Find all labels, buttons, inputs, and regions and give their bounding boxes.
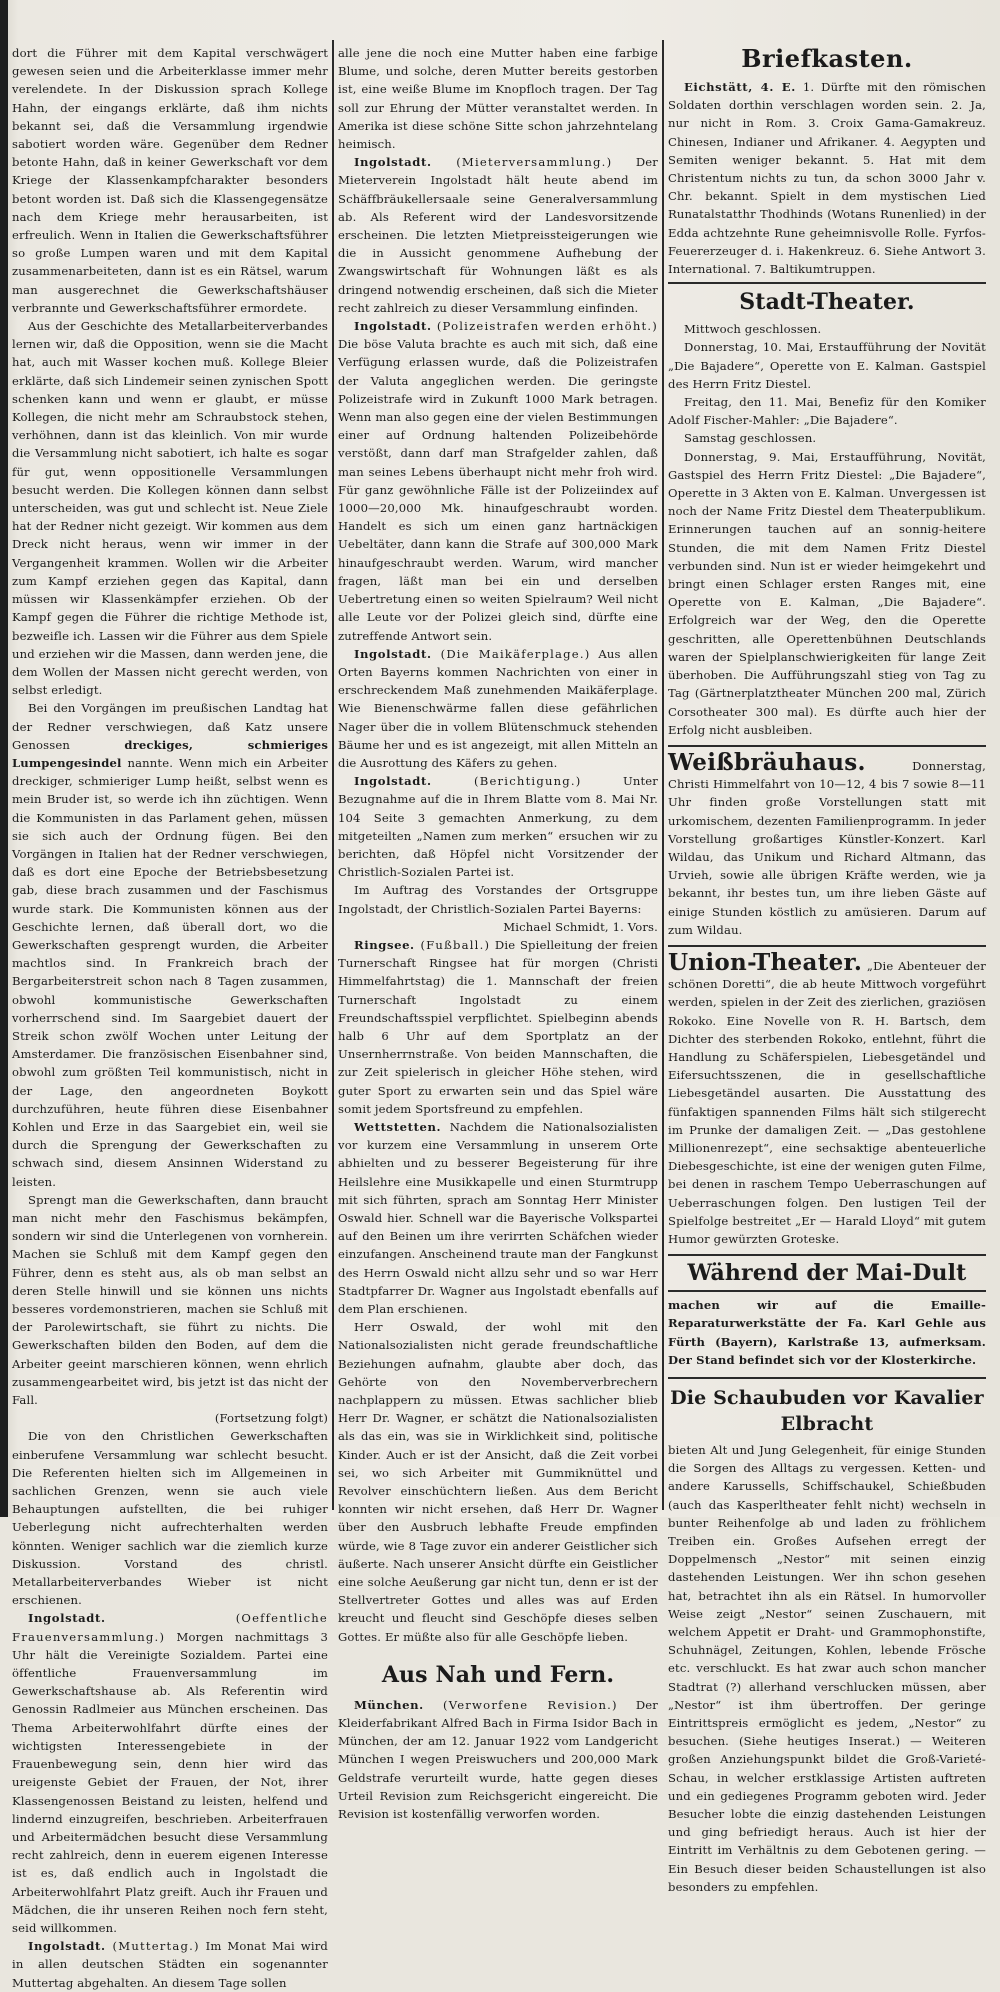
paragraph: Bei den Vorgängen im preußischen Landtag hat der Redner verschwiegen, daß Katz unsere Genossen dreckiges, schmieriges Lumpengesindel nannte. Wenn mich ein Arbeiter dreckiger, schmieriger Lump heißt, selbst wenn es mein Bruder ist, so werde ich ihn züchtigen. Wenn die Kommunisten in das Parlament gehen, müssen sie sich auch der Ordnung fügen. Bei den Vorgängen in Italien hat der Redner verschwiegen, daß es dort eine Epoche der Betriebsbesetzung gab, diese brach zusammen und der Faschismus wurde stark. Die Kommunisten können aus der Geschichte lernen, daß überall dort, wo die Gewerkschaften gesprengt wurden, die Arbeiter machtlos sind. In Frankreich brach der Bergarbeiterstreit schon nach 8 Tagen zusammen, obwohl kommunistische Gewerkschaften vorherrschend sind. Im Saargebiet dauert der Streik schon zwölf Wochen unter Leitung der Amsterdamer. Die französischen Eisenbahner sind, obwohl zum größten Teil kommunistisch, nicht in der Lage, den angeordneten Boykott durchzuführen, heute führen diese Eisenbahner Kohlen und Erze in das Saargebiet ein, weil sie durch die Sprengung der Gewerkschaften zu schwach sind, diesem Ansinnen Widerstand zu leisten. bbox=[12, 701, 328, 1189]
column-2 bbox=[338, 44, 658, 1822]
ad-title: Union-Theater. bbox=[668, 948, 863, 976]
article-ingolstadt-frauenversammlung: Ingolstadt. (Oeffentliche Frauenversammlung.) Morgen nachmittags 3 Uhr hält die Vereinigte Sozialdem. Partei eine öffentliche Frauenversammlung im Gewerkschaftshause ab. Als Referentin wird Genossin Radlmeier aus München erscheinen. Das Thema Arbeiterwohlfahrt dürfte eines der wichtigsten Interessengebiete in der Frauenbewegung sein, denn hier wird das ureigenste Gebiet der Frauen, der Not, ihrer Klassengenossen Beistand zu leisten, helfend und lindernd einzugreifen, beschrieben. Arbeiterfrauen und Arbeitermädchen besucht diese Versammlung recht zahlreich, denn in euerem eigenen Interesse ist es, daß endlich auch in Ingolstadt die Arbeiterwohlfahrt Platz greift. Auch ihr Frauen und Mädchen, die ihr unseren Reihen noch fern steht, seid willkommen. bbox=[12, 1611, 328, 1935]
column-3 bbox=[668, 44, 986, 1894]
article-berichtigung: Ingolstadt. (Berichtigung.) Unter Bezugnahme auf die in Ihrem Blatte vom 8. Mai Nr. 104 Seite 3 gemachten Anmerkung, zu dem mitgeteilten „Namen zum merken“ ersuchen wir zu berichten, daß Höpfel nicht Vorsitzender der Christlich-Sozialen Partei ist. bbox=[338, 774, 658, 880]
article-ringsee: Ringsee. (Fußball.) Die Spielleitung der freien Turnerschaft Ringsee hat für morgen (Christi Himmelfahrtstag) die 1. Mannschaft der freien Turnerschaft Ingolstadt zu einem Freundschaftsspiel verpflichtet. Spielbeginn abends halb 6 Uhr auf dem Sportplatz an der Unsernherrnstraße. Von beiden Mannschaften, die zur Zeit spielerisch in gleicher Höhe stehen, wird guter Sport zu erwarten sein und das Spiel wäre somit jedem Sportsfreund zu empfehlen. bbox=[338, 937, 658, 1116]
dateline: Wettstetten. bbox=[354, 1119, 442, 1134]
dateline: Ingolstadt. bbox=[354, 646, 432, 661]
paragraph: alle jene die noch eine Mutter haben eine farbige Blume, und solche, deren Mutter bereits gestorben ist, eine weiße Blume im Knopfloch tragen. Der Tag soll zur Ehrung der Mütter veranstaltet werden. In Amerika ist diese schöne Sitte schon jahrzehntelang heimisch. bbox=[338, 46, 658, 152]
ad-heading-schaubuden: Die Schaubuden vor Kavalier Elbracht bbox=[668, 1377, 986, 1437]
dateline: Eichstätt, 4. E. bbox=[684, 80, 796, 94]
article-ingolstadt-muttertag: Ingolstadt. (Muttertag.) Im Monat Mai wird in allen deutschen Städten ein sogenannter Muttertag abgehalten. An diesem Tage sollen bbox=[12, 1939, 328, 1990]
article-muenchen: München. (Verworfene Revision.) Der Kleiderfabrikant Alfred Bach in Firma Isidor Bach in München, der am 12. Januar 1922 vom Landgericht München I wegen Preiswuchers und 200,000 Mark Geldstrafe verurteilt wurde, hatte gegen dieses Urteil Revision zum Reichsgericht eingereicht. Die Revision ist kostenfällig verworfen worden. bbox=[338, 1697, 658, 1822]
continued-note: (Fortsetzung folgt) bbox=[214, 1411, 328, 1426]
dateline: Ingolstadt. bbox=[28, 1611, 106, 1626]
page-binding-edge bbox=[0, 0, 8, 1517]
emphasis: dreckiges, schmieriges Lumpengesindel bbox=[12, 737, 328, 770]
column-rule-1 bbox=[332, 40, 334, 1510]
dateline: Ingolstadt. bbox=[354, 155, 432, 170]
briefkasten-answer: Eichstätt, 4. E. 1. Dürfte mit den römischen Soldaten dorthin verschlagen worden sein. 2. Ja, nur nicht in Rom. 3. Croix Gama-Gamakreuz. Chinesen, Indianer und Afrikaner. 4. Aegypten und Semiten weniger bekannt. 5. Hat mit dem Christentum nichts zu tun, da schon 3000 Jahr v. Chr. bekannt. Spielt in dem mystischen Lied Runatalstatthr Thodhinds (Wotans Runenlied) in der Edda achtzehnte Rune geheimnisvolle Rolle. Fyrfos-Feuererzeuger d. i. Hakenkreuz. 6. Siehe Antwort 3. International. 7. Baltikumtruppen. bbox=[668, 80, 986, 277]
section-heading-stadt-theater: Stadt-Theater. bbox=[668, 282, 986, 316]
paragraph: Herr Oswald, der wohl mit den Nationalsozialisten nicht gerade freundschaftliche Beziehungen aufnahm, glaubte aber doch, das Gehörte von den Novemberverbrechern nachplappern zu müssen. Etwas sachlicher blieb Herr Dr. Wagner, er schätzt die Nationalsozialisten als das ein, was sie in Wirklichkeit sind, politische Kinder. Auch er ist der Ansicht, daß die Zeit vorbei sei, wo sich Arbeiter mit Gummiknüttel und Revolver einschüchtern ließen. Aus dem Bericht konnten wir nicht ersehen, daß Herr Dr. Wagner über den Ausbruch lebhafte Freude empfinden würde, wie 8 Tage zuvor ein anderer Geistlicher sich äußerte. Nach unserer Ansicht dürfte ein Geistlicher eine solche Aeußerung gar nicht tun, denn er ist der Stellvertreter Gottes und alles was auf Erden kreucht und fleucht sind Geschöpfe dieses selben Gottes. Er müßte also für alle Geschöpfe lieben. bbox=[338, 1320, 658, 1644]
paragraph: Die von den Christlichen Gewerkschaften einberufene Versammlung war schlecht besucht. Die Referenten hielten sich im Allgemeinen in sachlichen Grenzen, wenn sie auch viele Behauptungen aufstellten, die bei ruhiger Ueberlegung nicht aufrechterhalten werden könnten. Weniger sachlich war die ziemlich kurze Diskussion. Vorstand des christl. Metallarbeiterverbandes Wieber ist nicht erschienen. bbox=[12, 1429, 328, 1608]
article-polizeistrafen: Ingolstadt. (Polizeistrafen werden erhöht.) Die böse Valuta brachte es auch mit sich, daß eine Verfügung erlassen wurde, daß die Polizeistrafen der Valuta angeglichen werden. Die geringste Polizeistrafe wird in Zukunft 1000 Mark betragen. Wenn man also gegen eine der vielen Bestimmungen einer auf Ordnung haltenden Polizeibehörde verstößt, dann darf man Strafgelder zahlen, daß man seines Lebens überhaupt nicht mehr froh wird. Für ganz gewöhnliche Fälle ist der Polizeiindex auf 1000—20,000 Mk. hinaufgeschraubt worden. Handelt es sich um einen ganz hartnäckigen Uebeltäter, dann kann die Strafe auf 300,000 Mark hinaufgeschraubt werden. Warum, wird mancher fragen, läßt man bei ein und derselben Uebertretung einen so weiten Spielraum? Weil nicht alle Leute vor der Polizei gleich sind, dürfte eine zutreffende Antwort sein. bbox=[338, 319, 658, 643]
paragraph: dort die Führer mit dem Kapital verschwägert gewesen seien und die Arbeiterklasse immer mehr verelendete. In der Diskussion sprach Kollege Hahn, der eingangs erklärte, daß ihm nichts bekannt sei, daß die Versammlung irgendwie sabotiert worden wäre. Gegenüber dem Redner betonte Hahn, daß in keiner Gewerkschaft vor dem Kriege der Klassenkampfcharakter besonders betont worden ist. Daß sich die Klassengegensätze nach dem Kriege mehr herausarbeiten, ist erfreulich. Wenn in Italien die Gewerkschaftsführer so große Lumpen waren und mit dem Kapital zusammenarbeiteten, dann ist es ein Rätsel, warum man ausgerechnet die Gewerkschaftshäuser verbrannte und Gewerkschaftsführer ermordete. bbox=[12, 46, 328, 315]
ad-weissbraeuhaus: Weißbräuhaus. Donnerstag, Christi Himmelfahrt von 10—12, 4 bis 7 sowie 8—11 Uhr finden große Vorstellungen statt mit urkomischem, dezenten Familienprogramm. In jeder Vorstellung großartiges Künstler-Konzert. Karl Wildau, das Unikum und Richard Altmann, das Urvieh, sowie alle übrigen Kräfte werden, wie ja bekannt, ihr bestes tun, um ihre lieben Gäste auf einige Stunden köstlich zu amüsieren. Darum auf zum Wildau. bbox=[668, 748, 986, 937]
ad-heading-mai-dult: Während der Mai-Dult bbox=[668, 1254, 986, 1292]
theater-listing: Samstag geschlossen. bbox=[684, 431, 817, 446]
ad-schaubuden-text: bieten Alt und Jung Gelegenheit, für einige Stunden die Sorgen des Alltags zu vergessen. Ketten- und andere Karussells, Schiffschaukel, Schießbuden (auch das Kasperltheater fehlt nicht) wechseln in bunter Reihenfolge ab und laden zu fröhlichem Treiben ein. Großes Aufsehen erregt der Doppelmensch „Nestor“ mit seinen einzig dastehenden Leistungen. Wer ihn schon gesehen hat, betrachtet ihn als ein Rätsel. In humorvoller Weise zeigt „Nestor“ seinen Zuschauern, mit welchem Appetit er Draht- und Grammophonstifte, Schuhnägel, Zeitungen, Kohlen, lebende Frösche etc. verschluckt. Es hat zwar auch schon mancher Stadtrat (?) allerhand verschlucken müssen, aber „Nestor“ ist ihm übertroffen. Der geringe Eintrittspreis ermöglicht es jedem, „Nestor“ zu besuchen. (Siehe heutiges Inserat.) — Weiteren großen Anziehungspunkt bildet die Groß-Varieté-Schau, in welcher erstklassige Artisten auftreten und ein gediegenes Programm geboten wird. Jeder Besucher lobte die einzig dastehenden Leistungen und ging befriedigt heraus. Auch ist hier der Eintritt im Verhältnis zu dem Gebotenen gering. — Ein Besuch dieser beiden Schaustellungen ist also besonders zu empfehlen. bbox=[668, 1443, 986, 1894]
theater-review: Donnerstag, 9. Mai, Erstaufführung, Novität, Gastspiel des Herrn Fritz Diestel: „Die Bajadere“, Operette in 3 Akten von E. Kalman. Unvergessen ist noch der Name Fritz Diestel dem Theaterpublikum. Erinnerungen tauchen auf an sonnig-heitere Stunden, die mit dem Namen Fritz Diestel verbunden sind. Nun ist er wieder heimgekehrt und bringt einen Schlager ersten Ranges mit, eine Operette von E. Kalman, „Die Bajadere“. Erfolgreich war der Weg, den die Operette geschritten, alle Operettenbühnen Deutschlands waren der Spielplanschwierigkeiten für lange Zeit überhoben. Die Aufführungszahl stieg von Tag zu Tag (Gärtnerplatztheater München 200 mal, Zürich Corsotheater 300 mal). Es dürfte auch hier der Erfolg nicht ausbleiben. bbox=[668, 449, 986, 737]
section-heading-aus-nah-und-fern: Aus Nah und Fern. bbox=[381, 1661, 615, 1688]
theater-listing: Mittwoch geschlossen. bbox=[684, 322, 822, 337]
ad-title: Weißbräuhaus. bbox=[668, 748, 866, 776]
dateline: München. bbox=[354, 1697, 424, 1712]
column-rule-2 bbox=[662, 40, 664, 1510]
theater-listing: Donnerstag, 10. Mai, Erstaufführung der Novität „Die Bajadere“, Operette von E. Kalman. Gastspiel des Herrn Fritz Diestel. bbox=[668, 340, 986, 391]
section-heading-briefkasten: Briefkasten. bbox=[741, 44, 913, 73]
column-1 bbox=[12, 44, 328, 1990]
paragraph: Sprengt man die Gewerkschaften, dann braucht man nicht mehr den Faschismus bekämpfen, sondern wir sind die Unterlegenen von vornherein. Machen sie Schluß mit dem Kampf gegen den Führer, denn es steht aus, als ob man selbst an deren Stelle hinwill und sie können uns nichts besseres vordemonstrieren, machen sie Schluß mit der Parolewirtschaft, sie führt zu nichts. Die Gewerkschaften bilden den Boden, auf dem die Arbeiter geeint marschieren können, wenn ehrlich zusammengearbeitet wird, bis jetzt ist das nicht der Fall. bbox=[12, 1192, 328, 1408]
dateline: Ingolstadt. bbox=[28, 1939, 106, 1954]
ad-union-theater: Union-Theater. „Die Abenteuer der schönen Doretti“, die ab heute Mittwoch vorgeführt werden, spielen in der Zeit des zierlichen, graziösen Rokoko. Eine Novelle von R. H. Bartsch, dem Dichter des sterbenden Rokoko, entlehnt, führt die Handlung zu Schäferspielen, Liebesgetändel und Eifersuchtsszenen, die in gesellschaftliche Liebesgetändel ausarten. Die Ausstattung des fünfaktigen spannenden Films hält sich stilgerecht im Prunke der damaligen Zeit. — „Das gestohlene Millionenrezept“, eine sechsaktige abenteuerliche Diebesgeschichte, ist eine der wenigen guten Filme, bei denen in raschem Tempo Ueberraschungen auf Ueberraschungen folgen. Den lustigen Teil der Spielfolge bestreitet „Er — Harald Lloyd“ mit gutem Humor gewürzten Groteske. bbox=[668, 948, 986, 1246]
dateline: Ingolstadt. bbox=[354, 319, 432, 334]
theater-listing: Freitag, den 11. Mai, Benefiz für den Komiker Adolf Fischer-Mahler: „Die Bajadere“. bbox=[668, 395, 986, 428]
signature: Michael Schmidt, 1. Vors. bbox=[503, 919, 658, 934]
ad-mai-dult-text: machen wir auf die Emaille-Reparaturwerkstätte der Fa. Karl Gehle aus Fürth (Bayern), Karlstraße 13, aufmerksam. Der Stand befindet sich vor der Klosterkirche. bbox=[668, 1298, 986, 1367]
article-wettstetten: Wettstetten. Nachdem die Nationalsozialisten vor kurzem eine Versammlung in unserem Orte abhielten und zu besserer Begeisterung für ihre Heilslehre eine Musikkapelle und einen Sturmtrupp mit sich führten, sprach am Sonntag Herr Minister Oswald hier. Schnell war die Bayerische Volkspartei auf den Beinen um ihre verirrten Schäfchen wieder einzufangen. Anscheinend traute man der Fangkunst des Herrn Oswald nicht allzu sehr und so war Herr Stadtpfarrer Dr. Wagner aus Ingolstadt ebenfalls auf dem Plan erschienen. bbox=[338, 1119, 658, 1317]
dateline: Ringsee. bbox=[354, 937, 415, 952]
article-maikaeferplage: Ingolstadt. (Die Maikäferplage.) Aus allen Orten Bayerns kommen Nachrichten von einer in erschreckendem Maß zunehmenden Maikäferplage. Wie Bienenschwärme fallen diese gefährlichen Nager über die in vollem Blütenschmuck stehenden Bäume her und es ist angezeigt, mit allen Mitteln an die Ausrottung des Käfers zu gehen. bbox=[338, 646, 658, 770]
paragraph: Im Auftrag des Vorstandes der Ortsgruppe Ingolstadt, der Christlich-Sozialen Partei Bayerns: bbox=[338, 883, 658, 916]
article-mieterversammlung: Ingolstadt. (Mieterversammlung.) Der Mieterverein Ingolstadt hält heute abend im Schäffbräukellersaale seine Generalversammlung ab. Als Referent wird der Landesvorsitzende erscheinen. Die letzten Mietpreissteigerungen wie die in Aussicht genommene Aufhebung der Zwangswirtschaft für Wohnungen läßt es als dringend notwendig erscheinen, daß sich die Mieter recht zahlreich zu dieser Versammlung einfinden. bbox=[338, 155, 658, 315]
paragraph: Aus der Geschichte des Metallarbeiterverbandes lernen wir, daß die Opposition, wenn sie die Macht hat, auch mit Wasser kochen muß. Kollege Bleier erklärte, daß sich Lindemeir seinen zynischen Spott schenken kann und wenn er glaubt, er müsse Kollegen, die nicht mehr am Schraubstock stehen, verhöhnen, dann ist das kleinlich. Von mir wurde die Versammlung nicht sabotiert, ich halte es sogar für gut, wenn oppositionelle Versammlungen besucht werden. Die Kollegen können dann selbst unterscheiden, was gut und schlecht ist. Neue Ziele hat der Redner nicht gezeigt. Wir kommen aus dem Dreck nicht heraus, wenn wir immer in der Vergangenheit krammen. Wollen wir die Arbeiter zum Kampf erziehen gegen das Kapital, dann müssen wir Klassenkämpfer erziehen. Ob der Kampf gegen die Führer die richtige Methode ist, bezweifle ich. Lassen wir die Führer aus dem Spiele und erziehen wir die Massen, dann werden jene, die dem Wollen der Massen nicht gerecht werden, von selbst erledigt. bbox=[12, 319, 328, 698]
dateline: Ingolstadt. bbox=[354, 774, 432, 789]
section-divider bbox=[668, 745, 986, 747]
section-divider bbox=[668, 945, 986, 947]
